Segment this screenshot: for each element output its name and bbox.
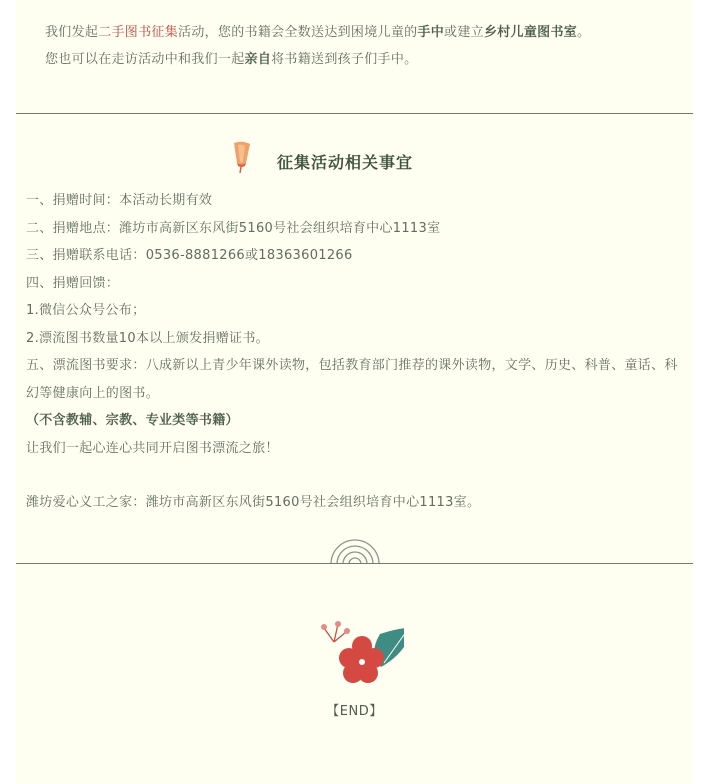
section-body xyxy=(26,187,683,517)
wave-ornament-icon xyxy=(327,539,383,569)
info-line: 二、捐赠地点：潍坊市高新区东风街5160号社会组织培育中心1113室 xyxy=(26,220,441,236)
intro-line-1 xyxy=(45,19,683,46)
spacer xyxy=(26,462,683,489)
info-line: 一、捐赠时间：本活动长期有效 xyxy=(26,193,213,208)
intro-highlight: 二手图书征集 xyxy=(98,25,179,40)
address-line: 潍坊爱心义工之家：潍坊市高新区东风街5160号社会组织培育中心1113室。 xyxy=(26,495,481,510)
intro-text: 。 xyxy=(577,25,591,40)
article-card xyxy=(16,0,693,784)
intro xyxy=(45,19,683,73)
plum-flower-icon xyxy=(304,620,404,696)
intro-bold: 手中 xyxy=(417,25,445,40)
intro-line-2 xyxy=(45,46,683,73)
info-line: 五、漂流图书要求：八成新以上青少年课外读物，包括教育部门推荐的课外读物，文学、历史、科普、童话、科幻等健康向上的图书。 xyxy=(26,358,678,401)
intro-text: 将书籍送到孩子们手中。 xyxy=(271,52,418,67)
exclusion-note: （不含教辅、宗教、专业类等书籍） xyxy=(26,413,239,428)
intro-text: 或建立 xyxy=(444,25,484,40)
info-line: 三、捐赠联系电话：0536-8881266或18363601266 xyxy=(26,248,353,263)
info-line: 2.漂流图书数量10本以上颁发捐赠证书。 xyxy=(26,330,269,346)
closing-line: 让我们一起心连心共同开启图书漂流之旅！ xyxy=(26,440,279,456)
divider-rule xyxy=(16,113,693,114)
intro-text: 我们发起 xyxy=(45,25,99,40)
info-line: 1.微信公众号公布； xyxy=(26,303,146,318)
end-label: 【END】 xyxy=(326,704,383,719)
info-line: 四、捐赠回馈： xyxy=(26,275,120,291)
lantern-icon xyxy=(232,141,252,179)
intro-bold: 乡村儿童图书室 xyxy=(483,25,578,40)
section-heading xyxy=(16,138,693,178)
intro-text: 活动，您的书籍会全数送达到困境儿童的 xyxy=(178,25,418,40)
intro-bold: 亲自 xyxy=(244,52,272,67)
intro-text: 您也可以在走访活动中和我们一起 xyxy=(45,52,245,67)
section-title: 征集活动相关事宜 xyxy=(277,153,414,172)
divider-rule xyxy=(16,563,693,564)
